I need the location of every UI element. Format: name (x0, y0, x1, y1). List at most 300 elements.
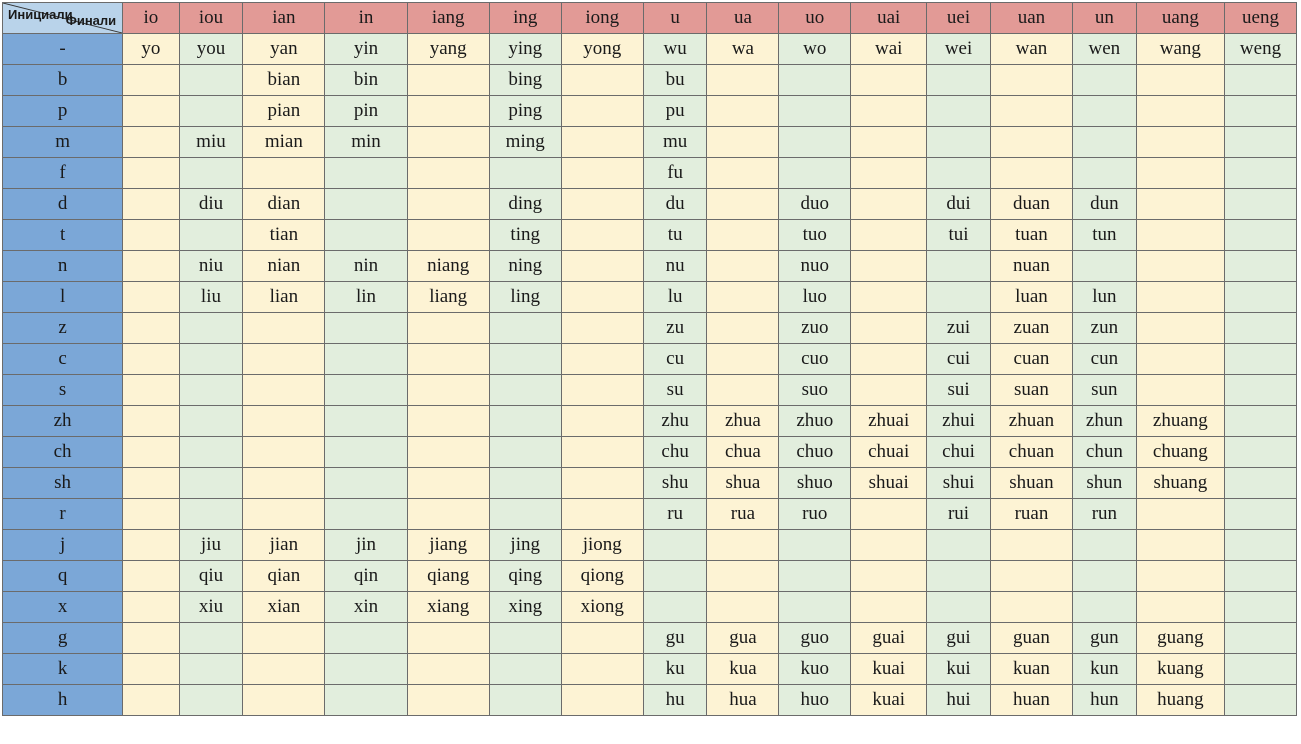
syllable-cell (179, 375, 243, 406)
table-row (3, 251, 1297, 282)
syllable-cell (179, 623, 243, 654)
syllable-cell (489, 685, 561, 716)
syllable-cell (243, 437, 325, 468)
syllable-cell (1136, 96, 1224, 127)
table-row (3, 406, 1297, 437)
syllable-cell (243, 654, 325, 685)
final-header-ian: ian (243, 3, 325, 34)
syllable-cell (1136, 313, 1224, 344)
syllable-cell (489, 158, 561, 189)
syllable-cell (1073, 127, 1137, 158)
syllable-cell (851, 592, 927, 623)
syllable-cell (407, 499, 489, 530)
syllable-cell: kuan (990, 654, 1072, 685)
syllable-cell (779, 561, 851, 592)
syllable-cell: zuo (779, 313, 851, 344)
syllable-cell: qin (325, 561, 407, 592)
syllable-cell (851, 375, 927, 406)
syllable-cell: kuai (851, 685, 927, 716)
syllable-cell: nin (325, 251, 407, 282)
syllable-cell: niang (407, 251, 489, 282)
initial-header-cell: r (3, 499, 123, 530)
syllable-cell: ruo (779, 499, 851, 530)
syllable-cell: min (325, 127, 407, 158)
syllable-cell (407, 468, 489, 499)
syllable-cell (325, 685, 407, 716)
syllable-cell: ying (489, 34, 561, 65)
initial-header-cell: s (3, 375, 123, 406)
syllable-cell (243, 375, 325, 406)
initial-header-cell: m (3, 127, 123, 158)
syllable-cell: nuo (779, 251, 851, 282)
syllable-cell: zhuan (990, 406, 1072, 437)
table-row (3, 65, 1297, 96)
initial-header-cell: d (3, 189, 123, 220)
syllable-cell: qing (489, 561, 561, 592)
final-header-u: u (643, 3, 707, 34)
syllable-cell: qiu (179, 561, 243, 592)
syllable-cell: rua (707, 499, 779, 530)
syllable-cell (851, 561, 927, 592)
syllable-cell: wo (779, 34, 851, 65)
syllable-cell: jing (489, 530, 561, 561)
syllable-cell: yin (325, 34, 407, 65)
syllable-cell (779, 127, 851, 158)
syllable-cell (123, 313, 179, 344)
table-row (3, 127, 1297, 158)
syllable-cell (1136, 189, 1224, 220)
syllable-cell: hui (927, 685, 991, 716)
syllable-cell (1073, 158, 1137, 189)
syllable-cell (1136, 65, 1224, 96)
syllable-cell (561, 344, 643, 375)
syllable-cell: hun (1073, 685, 1137, 716)
pinyin-syllable-table (2, 2, 1297, 716)
syllable-cell (179, 406, 243, 437)
syllable-cell: luo (779, 282, 851, 313)
syllable-cell: liang (407, 282, 489, 313)
syllable-cell (489, 437, 561, 468)
syllable-cell: run (1073, 499, 1137, 530)
syllable-cell: tian (243, 220, 325, 251)
syllable-cell: you (179, 34, 243, 65)
syllable-cell (1225, 375, 1297, 406)
syllable-cell: xiong (561, 592, 643, 623)
table-row (3, 654, 1297, 685)
syllable-cell (1225, 65, 1297, 96)
table-row (3, 189, 1297, 220)
syllable-cell (123, 344, 179, 375)
initial-header-cell: n (3, 251, 123, 282)
syllable-cell (927, 530, 991, 561)
syllable-cell: gui (927, 623, 991, 654)
syllable-cell (123, 685, 179, 716)
initial-header-cell: j (3, 530, 123, 561)
syllable-cell: bu (643, 65, 707, 96)
syllable-cell: duan (990, 189, 1072, 220)
syllable-cell: zhuang (1136, 406, 1224, 437)
final-header-iou: iou (179, 3, 243, 34)
syllable-cell: shuan (990, 468, 1072, 499)
syllable-cell (851, 313, 927, 344)
syllable-cell (243, 623, 325, 654)
syllable-cell: xing (489, 592, 561, 623)
syllable-cell: chuo (779, 437, 851, 468)
syllable-cell (707, 220, 779, 251)
syllable-cell (990, 96, 1072, 127)
syllable-cell: jiu (179, 530, 243, 561)
syllable-cell (851, 251, 927, 282)
syllable-cell: tu (643, 220, 707, 251)
table-row (3, 344, 1297, 375)
table-row (3, 561, 1297, 592)
syllable-cell (489, 499, 561, 530)
syllable-cell (561, 375, 643, 406)
syllable-cell: ling (489, 282, 561, 313)
syllable-cell (927, 561, 991, 592)
syllable-cell (407, 375, 489, 406)
initial-header-cell: c (3, 344, 123, 375)
syllable-cell: ruan (990, 499, 1072, 530)
syllable-cell (407, 437, 489, 468)
syllable-cell (123, 96, 179, 127)
syllable-cell (179, 65, 243, 96)
initial-header-cell: ch (3, 437, 123, 468)
syllable-cell (407, 189, 489, 220)
syllable-cell (179, 654, 243, 685)
syllable-cell: xiu (179, 592, 243, 623)
syllable-cell (851, 220, 927, 251)
final-header-iong: iong (561, 3, 643, 34)
syllable-cell: suan (990, 375, 1072, 406)
syllable-cell: wang (1136, 34, 1224, 65)
syllable-cell (707, 96, 779, 127)
syllable-cell (1225, 96, 1297, 127)
table-row (3, 34, 1297, 65)
syllable-cell: wei (927, 34, 991, 65)
syllable-cell: cu (643, 344, 707, 375)
syllable-cell: chuang (1136, 437, 1224, 468)
syllable-cell: guang (1136, 623, 1224, 654)
syllable-cell: kuang (1136, 654, 1224, 685)
syllable-cell (407, 623, 489, 654)
syllable-cell (851, 189, 927, 220)
syllable-cell (489, 344, 561, 375)
initial-header-cell: z (3, 313, 123, 344)
syllable-cell: yong (561, 34, 643, 65)
syllable-cell (407, 313, 489, 344)
syllable-cell: zhun (1073, 406, 1137, 437)
finals-axis-label: Финали (65, 13, 117, 28)
syllable-cell: mian (243, 127, 325, 158)
syllable-cell (179, 344, 243, 375)
syllable-cell: luan (990, 282, 1072, 313)
syllable-cell: cun (1073, 344, 1137, 375)
syllable-cell (243, 468, 325, 499)
syllable-cell (561, 96, 643, 127)
final-header-in: in (325, 3, 407, 34)
syllable-cell (123, 282, 179, 313)
corner-header-cell (3, 3, 123, 34)
syllable-cell (779, 158, 851, 189)
syllable-cell (779, 65, 851, 96)
syllable-cell: chuan (990, 437, 1072, 468)
syllable-cell (1136, 375, 1224, 406)
syllable-cell: sui (927, 375, 991, 406)
syllable-cell (851, 344, 927, 375)
table-row (3, 530, 1297, 561)
syllable-cell: chun (1073, 437, 1137, 468)
syllable-cell: shui (927, 468, 991, 499)
syllable-cell (123, 623, 179, 654)
syllable-cell: wen (1073, 34, 1137, 65)
syllable-cell: jian (243, 530, 325, 561)
syllable-cell (1225, 623, 1297, 654)
syllable-cell (1073, 65, 1137, 96)
syllable-cell (1225, 127, 1297, 158)
syllable-cell: bian (243, 65, 325, 96)
syllable-cell: kui (927, 654, 991, 685)
syllable-cell (1225, 654, 1297, 685)
syllable-cell (325, 375, 407, 406)
syllable-cell: duo (779, 189, 851, 220)
syllable-cell (489, 654, 561, 685)
syllable-cell: ming (489, 127, 561, 158)
syllable-cell (561, 685, 643, 716)
syllable-cell: lu (643, 282, 707, 313)
syllable-cell: qian (243, 561, 325, 592)
syllable-cell: tuo (779, 220, 851, 251)
syllable-cell: guo (779, 623, 851, 654)
syllable-cell (707, 282, 779, 313)
syllable-cell: nuan (990, 251, 1072, 282)
syllable-cell (1136, 499, 1224, 530)
syllable-cell: liu (179, 282, 243, 313)
initials-axis-label: Инициали (8, 7, 73, 22)
syllable-cell (325, 189, 407, 220)
syllable-cell: tuan (990, 220, 1072, 251)
syllable-cell: cuan (990, 344, 1072, 375)
table-row (3, 96, 1297, 127)
table-header-row (3, 3, 1297, 34)
final-header-uei: uei (927, 3, 991, 34)
syllable-cell (123, 251, 179, 282)
initial-header-cell: b (3, 65, 123, 96)
syllable-cell (1136, 251, 1224, 282)
syllable-cell (779, 530, 851, 561)
syllable-cell: fu (643, 158, 707, 189)
syllable-cell (707, 189, 779, 220)
syllable-cell (851, 499, 927, 530)
syllable-cell: xian (243, 592, 325, 623)
syllable-cell (407, 344, 489, 375)
syllable-cell (1225, 530, 1297, 561)
initial-header-cell: f (3, 158, 123, 189)
syllable-cell: qiong (561, 561, 643, 592)
syllable-cell (325, 344, 407, 375)
initial-header-cell: h (3, 685, 123, 716)
syllable-cell (561, 158, 643, 189)
syllable-cell (851, 65, 927, 96)
syllable-cell (179, 220, 243, 251)
syllable-cell (123, 127, 179, 158)
table-row (3, 375, 1297, 406)
syllable-cell (179, 468, 243, 499)
syllable-cell (927, 251, 991, 282)
syllable-cell: shua (707, 468, 779, 499)
syllable-cell: lun (1073, 282, 1137, 313)
syllable-cell: pin (325, 96, 407, 127)
syllable-cell (1073, 251, 1137, 282)
syllable-cell: qiang (407, 561, 489, 592)
syllable-cell (990, 592, 1072, 623)
initial-header-cell: l (3, 282, 123, 313)
table-row (3, 220, 1297, 251)
syllable-cell (707, 158, 779, 189)
syllable-cell: weng (1225, 34, 1297, 65)
initial-header-cell: k (3, 654, 123, 685)
syllable-cell (707, 344, 779, 375)
syllable-cell: ning (489, 251, 561, 282)
syllable-cell (561, 654, 643, 685)
syllable-cell (561, 623, 643, 654)
initial-header-cell: q (3, 561, 123, 592)
syllable-cell (325, 654, 407, 685)
syllable-cell (707, 561, 779, 592)
syllable-cell (179, 685, 243, 716)
syllable-cell: kuo (779, 654, 851, 685)
syllable-cell (927, 158, 991, 189)
syllable-cell (561, 189, 643, 220)
syllable-cell (1073, 561, 1137, 592)
table-row (3, 158, 1297, 189)
syllable-cell (643, 561, 707, 592)
syllable-cell (407, 127, 489, 158)
syllable-cell: tun (1073, 220, 1137, 251)
syllable-cell (561, 499, 643, 530)
syllable-cell: bing (489, 65, 561, 96)
syllable-cell: nu (643, 251, 707, 282)
syllable-cell: jiang (407, 530, 489, 561)
syllable-cell (561, 220, 643, 251)
syllable-cell (1225, 406, 1297, 437)
syllable-cell (1225, 437, 1297, 468)
syllable-cell: cui (927, 344, 991, 375)
syllable-cell: zu (643, 313, 707, 344)
syllable-cell (1225, 468, 1297, 499)
syllable-cell (123, 375, 179, 406)
syllable-cell: kun (1073, 654, 1137, 685)
syllable-cell: miu (179, 127, 243, 158)
syllable-cell (990, 158, 1072, 189)
syllable-cell (561, 406, 643, 437)
syllable-cell (325, 406, 407, 437)
syllable-cell (1136, 127, 1224, 158)
syllable-cell: pu (643, 96, 707, 127)
syllable-cell: wu (643, 34, 707, 65)
syllable-cell: mu (643, 127, 707, 158)
syllable-cell (325, 437, 407, 468)
syllable-cell (407, 96, 489, 127)
syllable-cell (643, 592, 707, 623)
syllable-cell: zui (927, 313, 991, 344)
syllable-cell (927, 282, 991, 313)
syllable-cell: dian (243, 189, 325, 220)
syllable-cell (561, 437, 643, 468)
syllable-cell (123, 65, 179, 96)
syllable-cell (179, 96, 243, 127)
syllable-cell: cuo (779, 344, 851, 375)
initial-header-cell: - (3, 34, 123, 65)
syllable-cell (1136, 530, 1224, 561)
syllable-cell: xin (325, 592, 407, 623)
syllable-cell (1225, 158, 1297, 189)
syllable-cell (707, 313, 779, 344)
syllable-cell: chui (927, 437, 991, 468)
syllable-cell (407, 654, 489, 685)
syllable-cell (1225, 189, 1297, 220)
syllable-cell: pian (243, 96, 325, 127)
initial-header-cell: zh (3, 406, 123, 437)
syllable-cell (1225, 313, 1297, 344)
syllable-cell: zhu (643, 406, 707, 437)
syllable-cell (325, 499, 407, 530)
syllable-cell (851, 96, 927, 127)
syllable-cell: rui (927, 499, 991, 530)
syllable-cell (990, 65, 1072, 96)
syllable-cell (851, 127, 927, 158)
syllable-cell: gu (643, 623, 707, 654)
initial-header-cell: sh (3, 468, 123, 499)
syllable-cell (851, 282, 927, 313)
syllable-cell (707, 592, 779, 623)
syllable-cell: lian (243, 282, 325, 313)
syllable-cell (325, 220, 407, 251)
syllable-cell: nian (243, 251, 325, 282)
syllable-cell: wai (851, 34, 927, 65)
syllable-cell (1136, 344, 1224, 375)
table-row (3, 592, 1297, 623)
syllable-cell (707, 251, 779, 282)
syllable-cell (927, 96, 991, 127)
final-header-uo: uo (779, 3, 851, 34)
syllable-cell (851, 530, 927, 561)
initial-header-cell: t (3, 220, 123, 251)
syllable-cell: shu (643, 468, 707, 499)
syllable-cell (407, 65, 489, 96)
syllable-cell (1225, 251, 1297, 282)
table-row (3, 437, 1297, 468)
syllable-cell: ku (643, 654, 707, 685)
final-header-ing: ing (489, 3, 561, 34)
syllable-cell (407, 158, 489, 189)
syllable-cell: hua (707, 685, 779, 716)
syllable-cell (1225, 499, 1297, 530)
syllable-cell: bin (325, 65, 407, 96)
syllable-cell (243, 158, 325, 189)
syllable-cell (1225, 282, 1297, 313)
syllable-cell: hu (643, 685, 707, 716)
syllable-cell (123, 530, 179, 561)
syllable-cell (123, 592, 179, 623)
syllable-cell (1225, 344, 1297, 375)
syllable-cell (123, 437, 179, 468)
syllable-cell: yan (243, 34, 325, 65)
table-row (3, 313, 1297, 344)
syllable-cell (325, 158, 407, 189)
syllable-cell (123, 654, 179, 685)
syllable-cell: huang (1136, 685, 1224, 716)
